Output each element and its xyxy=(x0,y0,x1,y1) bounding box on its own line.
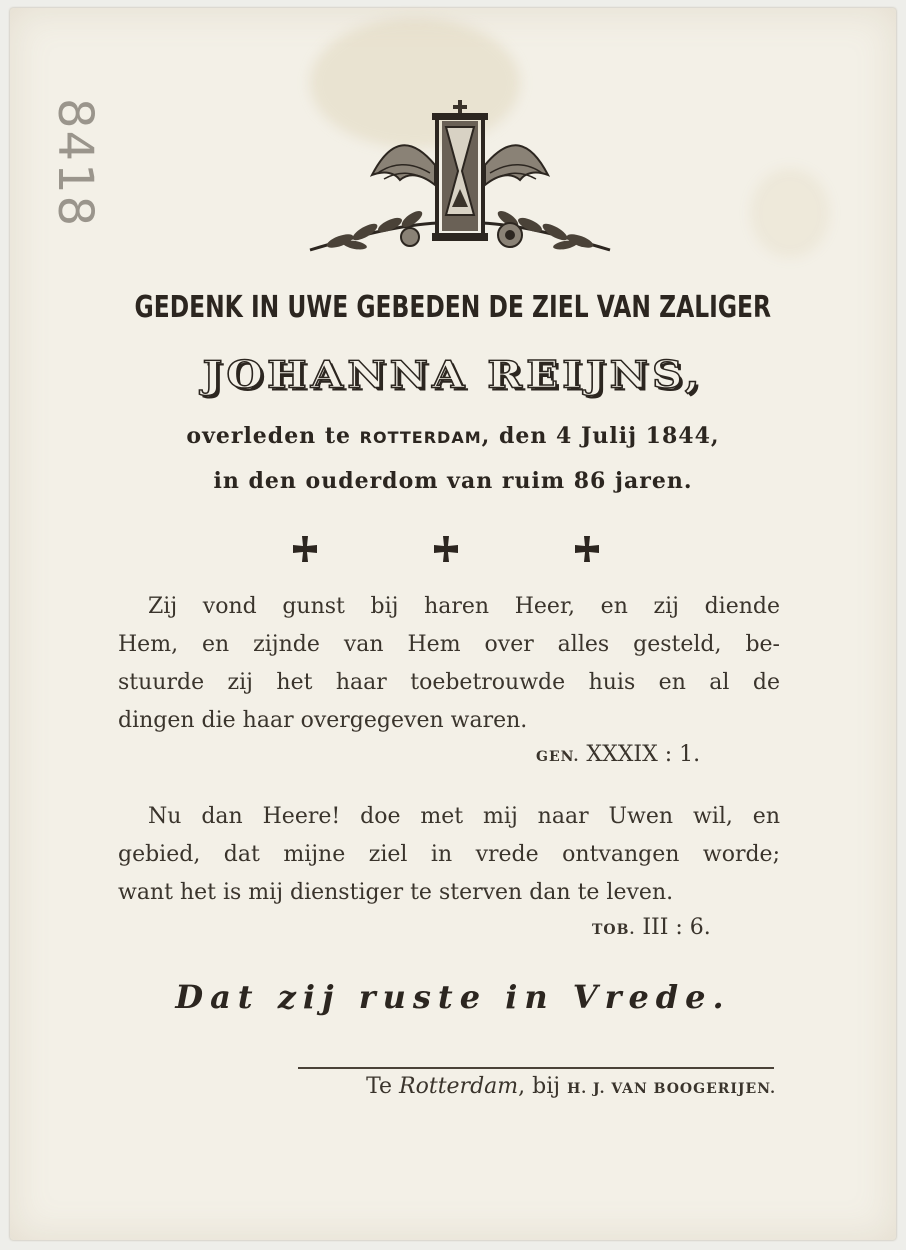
verse-line: Nu dan Heere! doe met mij naar Uwen wil, en xyxy=(148,804,780,829)
death-city: ROTTERDAM xyxy=(359,428,482,447)
divider-rule xyxy=(298,1067,774,1069)
death-date: , den 4 Julij 1844, xyxy=(481,423,720,449)
cross-pattee-icon xyxy=(573,535,601,563)
reference-book: TOB. xyxy=(592,922,636,938)
reference-chapter: III : 6. xyxy=(642,915,711,940)
verse-tobit xyxy=(118,798,780,912)
handwritten-number: 8418 xyxy=(47,98,103,229)
closing-blessing: Dat zij ruste in Vrede. xyxy=(175,978,731,1016)
printer-name: H. J. VAN BOOGERIJEN. xyxy=(567,1081,776,1097)
verse-line: Zij vond gunst bij haren Heer, en zij diende xyxy=(148,594,780,619)
hourglass-wings-emblem xyxy=(300,95,620,260)
printer-imprint xyxy=(300,1074,776,1099)
crosses-row xyxy=(0,535,906,567)
reference-book: GEN. xyxy=(536,749,580,765)
printer-middle: , bij xyxy=(518,1074,568,1099)
verse-line: Hem, en zijnde van Hem over alles gesteld, be- xyxy=(118,632,780,657)
reference-chapter: XXXIX : 1. xyxy=(586,742,701,767)
verse-line: gebied, dat mijne ziel in vrede ontvangen worde; xyxy=(118,842,780,867)
verse-line: stuurde zij het haar toebetrouwde huis en al de xyxy=(118,670,780,695)
verse-line: dingen die haar overgegeven waren. xyxy=(118,708,528,733)
verse-line: want het is mij dienstiger te sterven dan te leven. xyxy=(118,880,674,905)
paper-stain xyxy=(750,168,830,258)
memorial-heading: GEDENK IN UWE GEBEDEN DE ZIEL VAN ZALIGER xyxy=(134,290,772,325)
death-text-start: overleden te xyxy=(186,423,360,449)
printer-city: Rotterdam xyxy=(399,1074,519,1099)
death-details xyxy=(0,423,906,449)
verse-genesis-reference xyxy=(536,742,700,767)
cross-pattee-icon xyxy=(432,535,460,563)
verse-genesis xyxy=(118,588,780,740)
deceased-name: JOHANNA REIJNS, xyxy=(202,352,704,397)
printer-prefix: Te xyxy=(366,1074,400,1099)
verse-tobit-reference xyxy=(592,915,711,940)
cross-pattee-icon xyxy=(291,535,319,563)
age-line: in den ouderdom van ruim 86 jaren. xyxy=(213,468,693,494)
